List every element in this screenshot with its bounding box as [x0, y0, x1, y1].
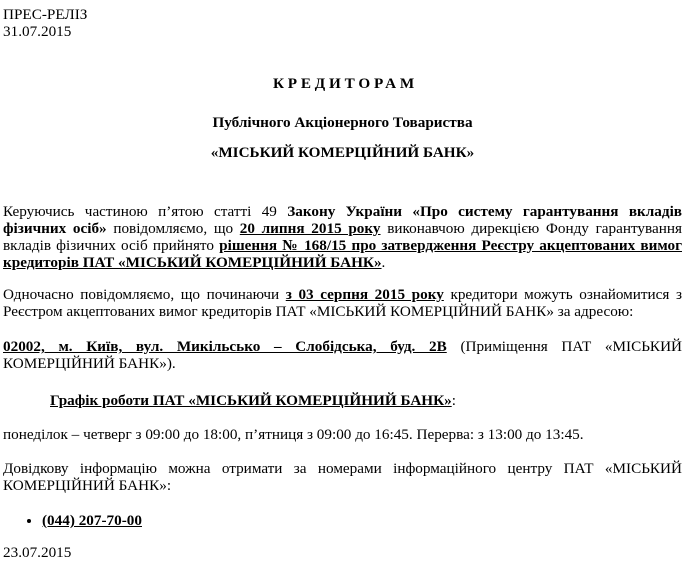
address-note: (Приміщення ПАТ «МІСЬКИЙ КОМЕРЦІЙНИЙ БАНК»).: [3, 338, 683, 372]
bank-name-line: «МІСЬКИЙ КОМЕРЦІЙНИЙ БАНК»: [210, 144, 475, 161]
paragraph-text: Одночасно повідомляємо, що починаючи: [3, 286, 286, 303]
access-start-date: з 03 серпня 2015 року: [285, 286, 444, 303]
law-reference: Закону України «Про систему гарантування вкладів фізичних осіб»: [3, 203, 683, 237]
address-paragraph: [3, 338, 682, 372]
company-type-line: Публічного Акціонерного Товариства: [212, 114, 473, 131]
paragraph-decision: [3, 203, 682, 271]
release-date: 31.07.2015: [3, 23, 72, 40]
schedule-heading-line: [3, 392, 682, 409]
press-release-document: [3, 6, 682, 561]
schedule-title: Графік роботи ПАТ «МІСЬКИЙ КОМЕРЦІЙНИЙ БАНК»: [50, 392, 452, 409]
paragraph-text: Керуючись частиною п’ятою статті 49: [3, 203, 288, 220]
document-title: КРЕДИТОРАМ: [272, 75, 419, 92]
paragraph-text: повідомляємо, що: [106, 220, 240, 237]
paragraph-text: кредитори можуть ознайомитися з Реєстром акцептованих вимог кредиторів ПАТ «МІСЬКИЙ КОМЕРЦІЙНИЙ БАНК» за адресою:: [3, 286, 682, 320]
schedule-colon: :: [451, 392, 456, 409]
press-release-label: ПРЕС-РЕЛІЗ: [3, 6, 88, 23]
paragraph-text: виконавчою дирекцією Фонду гарантування вкладів фізичних осіб прийнято: [3, 220, 682, 254]
decision-date: 20 липня 2015 року: [239, 220, 381, 237]
working-hours: понеділок – четверг з 09:00 до 18:00, п’ятниця з 09:00 до 16:45. Перерва: з 13:00 до 13:45.: [3, 426, 584, 443]
decision-reference: рішення № 168/15 про затвердження Реєстру акцептованих вимог кредиторів ПАТ «МІСЬКИЙ КОМЕРЦІЙНИЙ БАНК»: [3, 237, 682, 271]
phone-list: [3, 512, 682, 529]
info-paragraph: Довідкову інформацію можна отримати за номерами інформаційного центру ПАТ «МІСЬКИЙ КОМЕРЦІЙНИЙ БАНК»:: [3, 460, 682, 494]
paragraph-registry-access: [3, 286, 682, 320]
footer-date: 23.07.2015: [3, 544, 72, 561]
bank-address: 02002, м. Київ, вул. Микільсько – Слобідська, буд. 2В: [3, 338, 447, 355]
paragraph-text: .: [381, 254, 386, 271]
phone-number: • (044) 207-70-00: [42, 512, 682, 529]
